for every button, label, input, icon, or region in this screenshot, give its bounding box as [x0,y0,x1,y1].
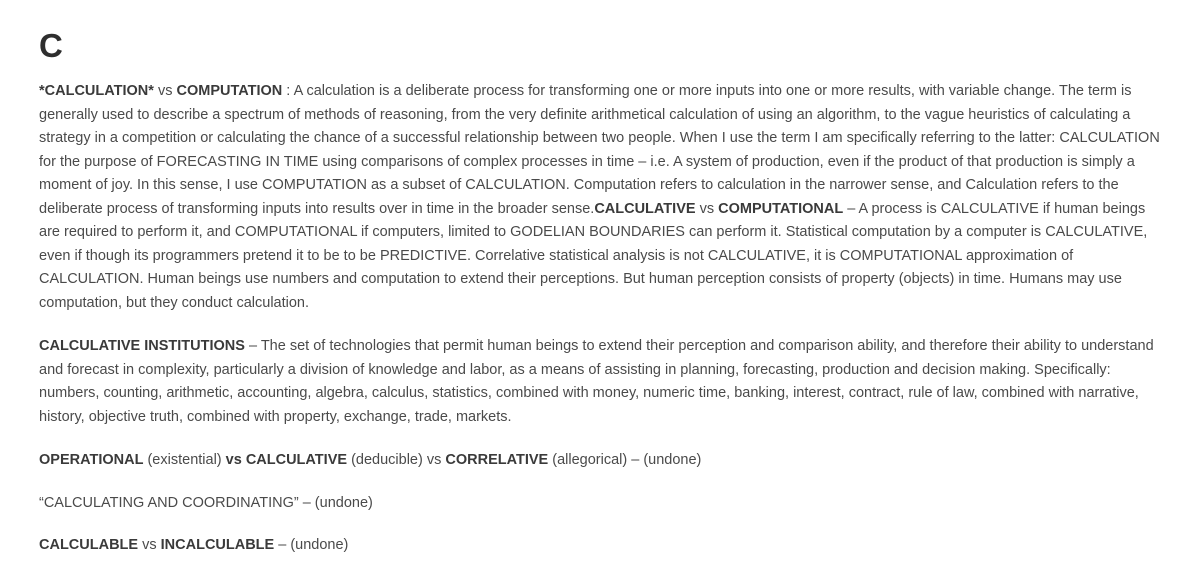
term: INCALCULABLE [160,537,275,553]
entry-text: vs [695,200,719,217]
entry-calculating-and-coordinating [39,492,1161,516]
term: COMPUTATION [176,83,283,99]
entry-calculable-vs-incalculable [39,534,1161,558]
entry-text: (allegorical) – (undone) [548,452,702,468]
entry-calculative-institutions [39,335,1161,429]
entry-text: (existential) [143,452,226,468]
term: CALCULATIVE [594,200,696,217]
entry-text: – The set of technologies that permit human beings to extend their perception and comparison ability, and therefore their ability to understand and forecast in complexity, particularly a division of knowledge and labor, as a means of assisting in planning, forecasting, production and decision making. Specifically: numbers, counting, arithmetic, accounting, algebra, calculus, statistics, combined with money, numeric time, banking, interest, contract, rule of law, combined with narrative, history, objective truth, combined with property, exchange, trade, markets. [39,338,1154,425]
entry-text: “CALCULATING AND COORDINATING” – (undone) [39,494,373,511]
entry-calculation-vs-computation [39,80,1161,315]
entry-text: vs [153,83,177,99]
entry-text: – A process is CALCULATIVE if human beings are required to perform it, and COMPUTATIONAL if computers, limited to GODELIAN BOUNDARIES can perform it. Statistical computation by a computer is CALCULATIVE, even if though its programmers pretend it to be to be PREDICTIVE. Correlative statistical analysis is not CALCULATIVE, it is COMPUTATIONAL approximation of CALCULATION. Human beings use numbers and computation to extend their perceptions. But human perception consists of property (objects) in time. Humans may use computation, but they conduct calculation. [39,200,1148,311]
term: CALCULATIVE INSTITUTIONS [39,338,245,354]
term: vs CALCULATIVE [225,452,348,468]
entry-text: – (undone) [274,537,349,553]
glossary-page [39,24,1161,558]
term: OPERATIONAL [39,452,144,468]
entry-text: vs [138,537,161,553]
entry-operational-vs-calculative [39,449,1161,473]
term: *CALCULATION* [39,83,154,99]
entry-text: : A calculation is a deliberate process for transforming one or more inputs into one or more results, with variable change. The term is generally used to describe a spectrum of methods of reasoning, from the very definite arithmetical calculation of using an algorithm, to the vague heuristics of calculating a strategy in a competition or calculating the chance of a successful relationship between two people. When I use the term I am specifically referring to the latter: CALCULATION for the purpose of FORECASTING IN TIME using comparisons of complex processes in time – i.e. A system of production, even if the product of that production is simply a moment of joy. In this sense, I use COMPUTATION as a subset of CALCULATION. Computation refers to calculation in the narrower sense, and Calculation refers to the deliberate process of transforming inputs into results over in time in the broader sense. [39,83,1160,217]
entry-text: (deducible) vs [347,452,446,468]
section-heading: C [39,27,63,64]
term: CORRELATIVE [445,452,549,468]
term: CALCULABLE [39,537,139,553]
term: COMPUTATIONAL [718,200,844,217]
